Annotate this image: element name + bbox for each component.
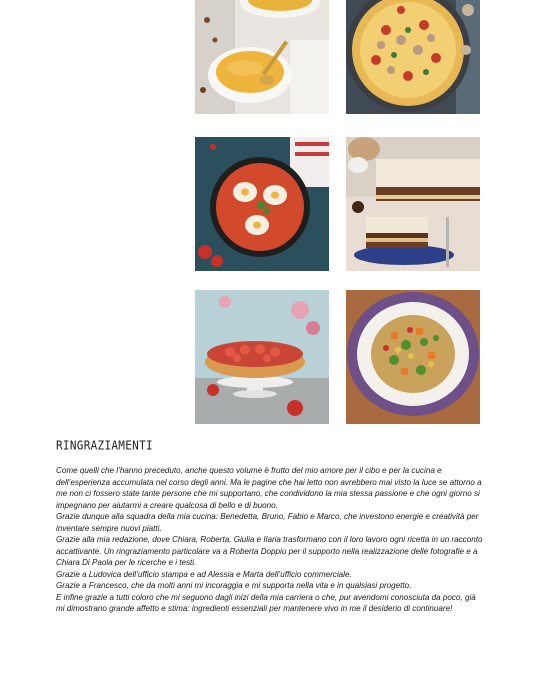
layer-cake-photo: [346, 137, 480, 271]
pizza-photo: [346, 0, 480, 114]
section-heading: RINGRAZIAMENTI: [56, 438, 153, 453]
acknowledgements-text: [56, 465, 486, 615]
vegetable-soup-photo: [346, 290, 480, 424]
paragraph: Grazie a Ludovica dell’ufficio stampa e ad Alessia e Marta dell’ufficio commerciale.: [56, 569, 352, 579]
paragraph: Grazie a Francesco, che da molti anni mi incoraggia e mi supporta nella vita e in qualsiasi progetto.: [56, 581, 412, 590]
paragraph: Come quelli che l’hanno preceduto, anche questo volume è frutto del mio amore per il cibo e per la cucina e dell’esperienza accumulata nel corso degli anni. Ma le pagine che hai letto non avrebbero mai visto la luce se attorno a me non ci fossero state tante persone che mi supportano, che condividono la mia stessa passione e che ogni giorno si impegnano per aiutarmi a creare qualcosa di bello e di buono.: [56, 466, 482, 510]
paragraph: E infine grazie a tutti coloro che mi seguono dagli inizi della mia carriera o che, pur avendomi conosciuta da poco, già mi dimostrano grande affetto e stima: ingredienti essenziali per mantenere vivo in me il desiderio di continuare!: [56, 592, 476, 613]
shakshuka-pan-photo: [195, 137, 329, 271]
paragraph: Grazie alla mia redazione, dove Chiara, Roberta, Giulia e Ilaria trasformano con il loro lavoro ogni ricetta in un racconto accattivante. Un ringraziamento particolare va a Roberta Doppiu per il supporto nella realizzazione delle fotografie e a Chiara Di Paola per le ricerche e i testi.: [56, 535, 483, 567]
creme-brulee-photo: [195, 0, 329, 114]
strawberry-tart-photo: [195, 290, 329, 424]
paragraph: Grazie dunque alla squadra della mia cucina: Benedetta, Bruno, Fabio e Marco, che investono energie e creatività per inventare sempre nuovi piatti.: [56, 512, 479, 533]
